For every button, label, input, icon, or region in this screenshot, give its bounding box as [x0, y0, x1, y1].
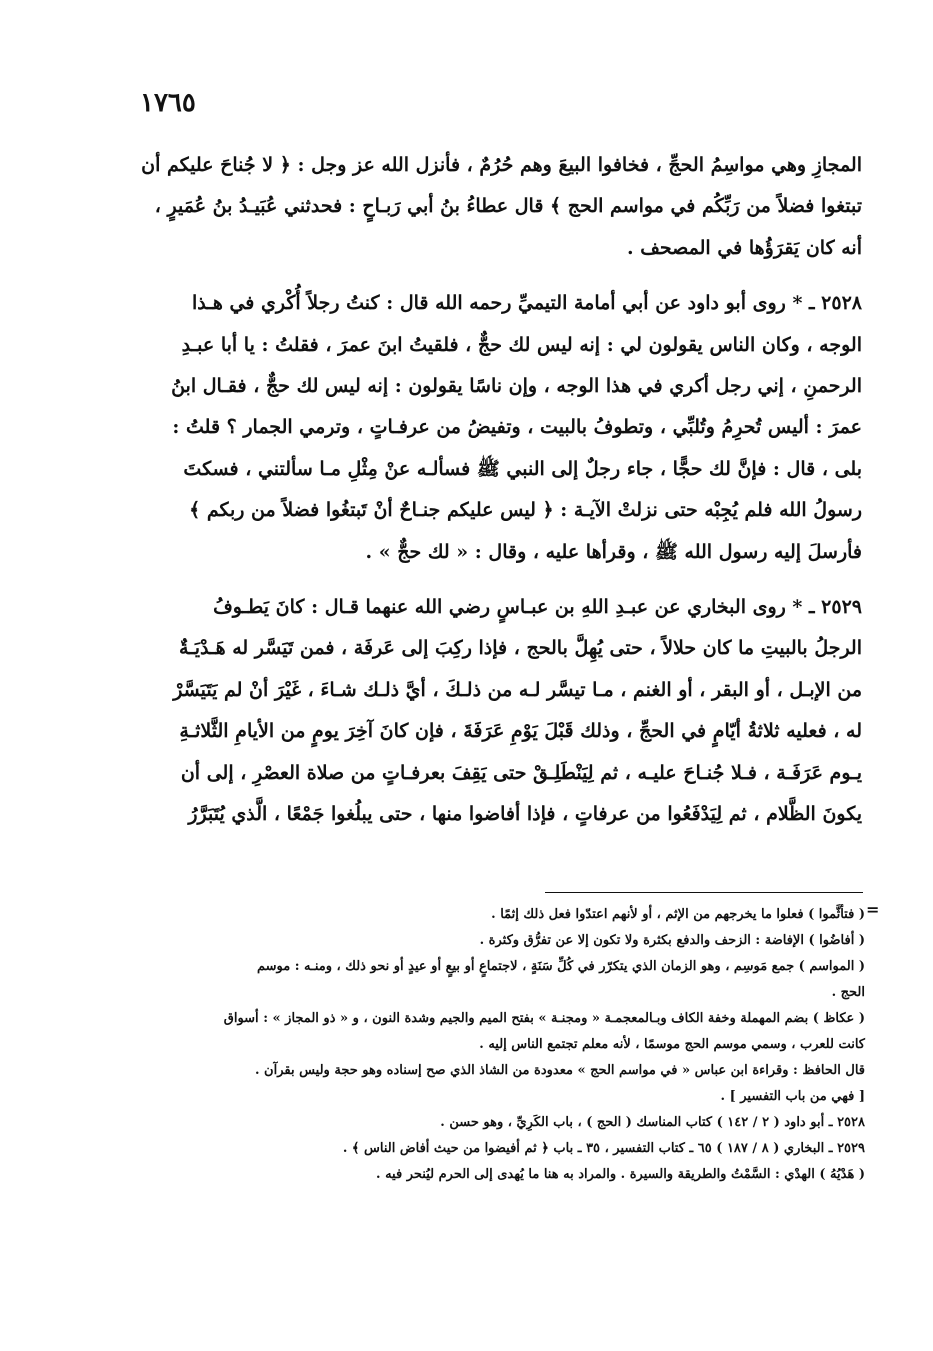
main-text	[132, 145, 862, 850]
footnote-line: ( عكاظ ) بضم المهملة وخفة الكاف وبـالمعجمـة « ومجنـة » بفتح الميم والجيم وشدة النون ، و « ذو المجاز » : أسواق	[223, 1011, 865, 1026]
text-line: يـوم عَرَفَـة ، فـلا جُنـاحَ عليـه ، ثم لِيَنْطَلِـقْ حتى يَقِفَ بعرفـاتٍ من صلاة العصْرِ ، إلى أن	[180, 761, 862, 784]
text-line: من الإبـل ، أو البقر ، أو الغنم ، مـا تيسَّر لـه من ذلـكَ ، أيَّ ذلـك شـاءَ ، غَيْرَ أنْ لم يَتَيَسَّرْ	[173, 678, 862, 701]
footnote-line: [ فهي من باب التفسير ] .	[720, 1089, 865, 1104]
footnote-line: ٢٥٢٨ ـ أبو داود ( ٢ / ١٤٢ ) كتاب المناسك ( الحج ) ، باب الكَرِيِّ ، وهو حسن .	[440, 1115, 865, 1130]
text-line: له ، فعليه ثلاثةُ أيّامٍ في الحجِّ ، وذلك قَبْلَ يَوْمِ عَرَفَةَ ، فإن كانَ آخِرَ يومٍ من الأيامِ الثَّلاثـةِ	[179, 720, 862, 743]
footnote-line: قال الحافظ : وقراءة ابن عباس « في مواسم الحج » معدودة من الشاذ الذي صح إسناده وهو حجة وليس بقرآن .	[254, 1063, 865, 1078]
footnote-divider	[545, 892, 863, 893]
text-line: عمرَ : أليس تُحرِمُ وتُلبِّي ، وتطوفُ بالبيت ، وتفيضُ من عرفـاتٍ ، وترمي الجمار ؟ قلتُ :	[172, 416, 862, 439]
text-line: تبتغوا فضلاً من رَبِّكُم في مواسم الحج ﴾ قال عطاءُ بنُ أبي رَبـاحٍ : فحدثني عُبَيـدُ بنُ عُمَيرٍ ،	[154, 195, 862, 218]
text-line: ٢٥٢٩ ـ * روى البخاري عن عبـدِ اللهِ بن عبـاسٍ رضي الله عنهما قـال : كانَ يَطـوفُ	[213, 596, 862, 619]
continuation-mark: =	[866, 900, 880, 919]
footnote-line: ( المواسم ) جمع مَوسِم ، وهو الزمان الذي يتكرّر في كُلِّ سَنَةٍ ، لاجتماعٍ أو بيعٍ أو عيدٍ أو نحو ذلك ، ومنـه : موسم	[256, 959, 865, 974]
text-line: ٢٥٢٨ ـ * روى أبو داود عن أبي أمامة التيميِّ رحمه الله قال : كنتُ رجلاً أُكْري في هـذا	[192, 292, 862, 315]
text-line: بلى ، قال : فإنَّ لك حجًّا ، جاء رجلٌ إلى النبي ﷺ فسألـه عنْ مِثْلِ مـا سألتني ، فسكتَ	[183, 457, 862, 480]
footnote-line: ( أفاضُوا ) الإفاضة : الزحف والدفع بكثرة ولا تكون إلا عن تفرُّق وكثرة .	[479, 933, 865, 948]
footnote-line: ( فتأثَّموا ) فعلوا ما يخرجهم من الإثم ، أو لأنهم اعتدّوا فعل ذلك إثمًا .	[491, 907, 865, 922]
hadith-2528	[132, 283, 862, 573]
paragraph-continuation	[132, 145, 862, 269]
footnotes	[145, 902, 865, 1188]
text-line: الرحمنِ ، إني رجل أكري في هذا الوجه ، وإن ناسًا يقولون : إنه ليس لك حجٌّ ، فقـال ابنُ	[171, 375, 862, 398]
text-line: فأرسلَ إليه رسول الله ﷺ ، وقرأها عليه ، وقال : « لك حجٌّ » .	[365, 540, 862, 563]
hadith-2529	[132, 587, 862, 835]
text-line: المجازِ وهي مواسِمُ الحجِّ ، فخافوا البيعَ وهم حُرُمٌ ، فأنزل الله عز وجل : ﴿ لا جُناحَ عليكم أن	[141, 154, 862, 176]
text-line: الوجه ، وكان الناس يقولون لي : إنه ليس لك حجٌّ ، فلقيتُ ابنَ عمرَ ، فقلتُ : يا أبا عبـدِ	[181, 333, 862, 356]
text-line: أنه كان يَقرَؤُها في المصحف .	[627, 236, 862, 259]
text-line: رسولُ الله فلم يُجِبْه حتى نزلتْ الآيـة : ﴿ ليس عليكم جنـاحٌ أنْ تَبتغُوا فضلاً من ربكم ﴾	[189, 499, 862, 522]
footnote-line: الحج .	[831, 985, 865, 1000]
footnote-line: ( هَدْيُهُ ) الهدْي : السَّمْتُ والطريقة والسيرة . والمراد به هنا ما يُهدى إلى الحرم ليُنحر فيه .	[376, 1167, 865, 1182]
text-line: الرجلُ بالبيتِ ما كان حلالاً ، حتى يُهِلَّ بالحج ، فإذا ركِبَ إلى عَرفَة ، فمن تَيَسَّر له هَـدْيَـةٌ	[179, 637, 862, 660]
footnote-line: كانت للعرب ، وسمي موسم الحج موسمًا ، لأنه معلم تجتمع الناس إليه .	[479, 1037, 865, 1052]
footnote-line: ٢٥٢٩ ـ البخاري ( ٨ / ١٨٧ ) ٦٥ ـ كتاب التفسير ، ٣٥ ـ باب ﴿ ثم أفيضوا من حيث أفاض الناس ﴾ .	[342, 1141, 865, 1156]
text-line: يكونَ الظَّلام ، ثم لِيَدْفَعُوا من عرفاتٍ ، فإذا أفاضوا منها ، حتى يبلُغوا جَمْعًا ، الَّذي يُتَبَرَّرُ	[188, 803, 862, 826]
page-number: ١٧٦٥	[140, 88, 196, 118]
